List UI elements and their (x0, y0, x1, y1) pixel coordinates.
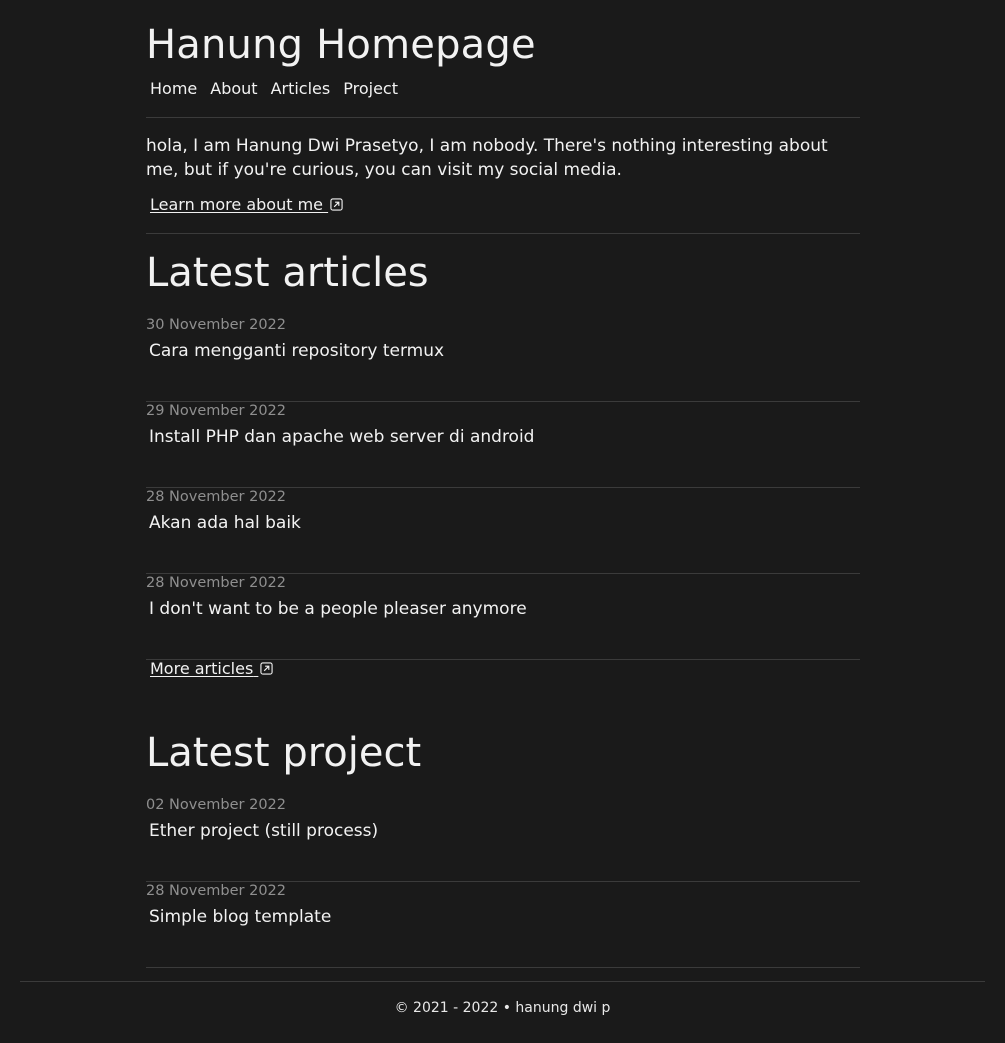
main-nav (150, 78, 398, 100)
project-date: 28 November 2022 (146, 883, 287, 899)
article-item (146, 573, 860, 660)
article-date: 28 November 2022 (146, 489, 287, 505)
learn-more-link[interactable] (150, 194, 343, 216)
article-title-link[interactable]: Akan ada hal baik (149, 513, 301, 533)
footer-copyright: © 2021 - 2022 • hanung dwi p (394, 1000, 611, 1016)
intro-divider (146, 233, 860, 234)
project-item (146, 795, 860, 882)
article-title-link[interactable]: Cara mengganti repository termux (149, 341, 445, 361)
articles-heading: Latest articles (146, 250, 429, 296)
article-title-link[interactable]: I don't want to be a people pleaser anymore (149, 599, 527, 619)
external-link-icon (260, 662, 273, 675)
projects-heading: Latest project (146, 730, 422, 776)
nav-project[interactable]: Project (343, 79, 398, 98)
header-divider (146, 117, 860, 118)
nav-home[interactable]: Home (150, 79, 198, 98)
article-item (146, 487, 860, 574)
article-date: 29 November 2022 (146, 403, 287, 419)
external-link-icon (330, 198, 343, 211)
nav-articles[interactable]: Articles (270, 79, 331, 98)
more-articles-link[interactable] (150, 658, 273, 680)
site-title: Hanung Homepage (146, 22, 536, 68)
article-date: 30 November 2022 (146, 317, 287, 333)
intro-text: hola, I am Hanung Dwi Prasetyo, I am nobody. There's nothing interesting about me, but if you're curious, you can visit my social media. (146, 136, 828, 180)
learn-more-label: Learn more about me (150, 195, 324, 214)
project-title-link[interactable]: Simple blog template (149, 907, 332, 927)
project-item (146, 881, 860, 968)
nav-about[interactable]: About (210, 79, 258, 98)
article-date: 28 November 2022 (146, 575, 287, 591)
article-item (146, 401, 860, 488)
footer-divider (20, 981, 985, 982)
project-date: 02 November 2022 (146, 797, 287, 813)
more-articles-label: More articles (150, 659, 254, 678)
project-title-link[interactable]: Ether project (still process) (149, 821, 379, 841)
article-title-link[interactable]: Install PHP dan apache web server di android (149, 427, 535, 447)
article-item (146, 315, 860, 402)
